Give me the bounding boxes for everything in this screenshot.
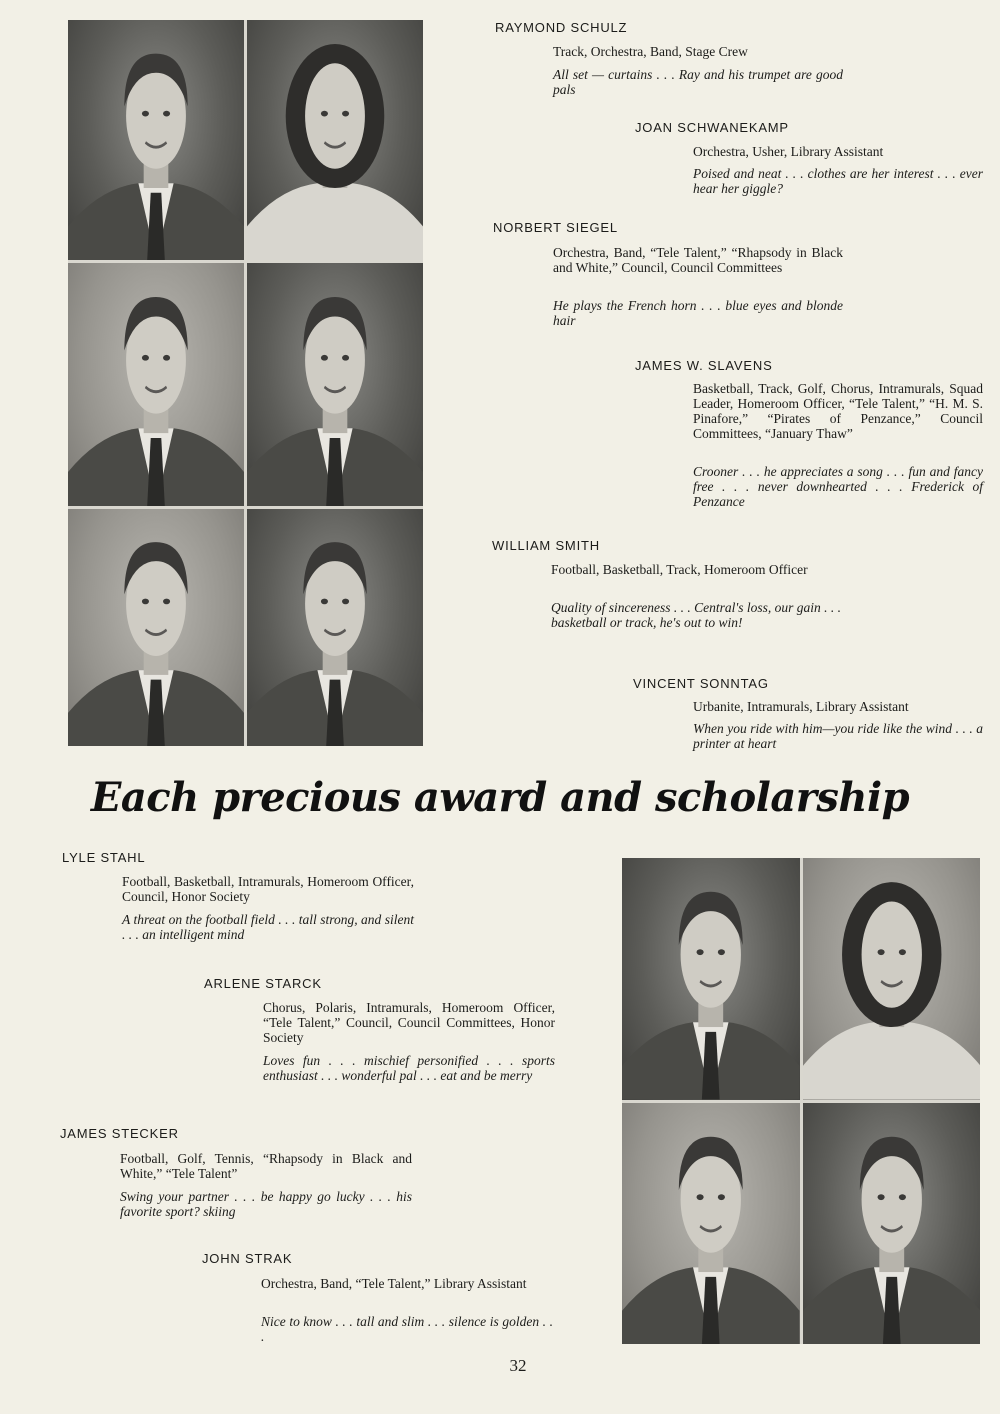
portrait-figure (622, 858, 800, 1100)
student-quote: Loves fun . . . mischief personified . . . sports enthusiast . . . wonderful pal . . . eat and be merry (263, 1053, 555, 1083)
student-activities: Football, Basketball, Track, Homeroom Officer (551, 562, 808, 577)
student-quote: A threat on the football field . . . tall strong, and silent . . . an intelligent mind (122, 912, 414, 942)
portrait-figure (247, 263, 423, 506)
portrait-eye (142, 355, 149, 361)
portrait-eye (163, 111, 170, 117)
portrait-shoulders (803, 1022, 981, 1099)
portrait-figure (622, 1103, 800, 1345)
portrait-eye (321, 111, 328, 117)
portrait-eye (342, 599, 349, 605)
portrait-photo (247, 263, 423, 506)
portrait-photo (247, 509, 423, 746)
portrait-eye (342, 355, 349, 361)
portrait-figure (68, 263, 244, 506)
page-number: 32 (509, 1356, 527, 1375)
portrait-photo (68, 263, 244, 506)
student-name: JOHN STRAK (202, 1251, 293, 1266)
portrait-figure (247, 509, 423, 746)
portrait-eye (718, 1194, 725, 1200)
portrait-eye (877, 949, 884, 955)
portrait-figure (68, 509, 244, 746)
student-activities: Orchestra, Usher, Library Assistant (693, 144, 884, 159)
portrait-eye (163, 599, 170, 605)
portrait-face (305, 63, 365, 169)
portrait-figure (247, 20, 423, 260)
student-name: JOAN SCHWANEKAMP (635, 120, 789, 135)
student-quote: When you ride with him—you ride like the wind . . . a printer at heart (693, 721, 983, 751)
portrait-shoulders (247, 183, 423, 260)
student-name: WILLIAM SMITH (492, 538, 600, 553)
portrait-eye (718, 949, 725, 955)
student-activities: Urbanite, Intramurals, Library Assistant (693, 699, 909, 714)
portrait-photo (68, 20, 244, 260)
portrait-figure (68, 20, 244, 260)
student-activities: Football, Golf, Tennis, “Rhapsody in Black and White,” “Tele Talent” (120, 1151, 412, 1181)
student-quote: Poised and neat . . . clothes are her interest . . . ever hear her giggle? (693, 166, 983, 196)
student-name: JAMES STECKER (60, 1126, 179, 1141)
student-quote: All set — curtains . . . Ray and his trumpet are good pals (553, 67, 843, 97)
portrait-photo (622, 858, 800, 1100)
student-name: JAMES W. SLAVENS (635, 358, 773, 373)
student-name: NORBERT SIEGEL (493, 220, 618, 235)
student-activities: Orchestra, Band, “Tele Talent,” “Rhapsody in Black and White,” Council, Council Committees (553, 245, 843, 275)
student-quote: Swing your partner . . . be happy go lucky . . . his favorite sport? skiing (120, 1189, 412, 1219)
student-name: RAYMOND SCHULZ (495, 20, 628, 35)
portrait-photo (622, 1103, 800, 1345)
portrait-photo (247, 20, 423, 260)
portrait-eye (163, 355, 170, 361)
section-headline: Each precious award and scholarship (90, 774, 910, 821)
portrait-eye (898, 1194, 905, 1200)
portrait-photo (803, 1103, 981, 1345)
student-activities: Orchestra, Band, “Tele Talent,” Library Assistant (261, 1276, 527, 1291)
portrait-face (861, 901, 921, 1007)
student-quote: Crooner . . . he appreciates a song . . . fun and fancy free . . . never downhearted . . . Frederick of Penzance (693, 464, 983, 509)
portrait-figure (803, 1103, 981, 1345)
student-quote: He plays the French horn . . . blue eyes and blonde hair (553, 298, 843, 328)
student-name: LYLE STAHL (62, 850, 146, 865)
student-activities: Chorus, Polaris, Intramurals, Homeroom Officer, “Tele Talent,” Council, Council Committees, Honor Society (263, 1000, 555, 1045)
student-activities: Football, Basketball, Intramurals, Homeroom Officer, Council, Honor Society (122, 874, 414, 904)
student-activities: Track, Orchestra, Band, Stage Crew (553, 44, 748, 59)
student-quote: Nice to know . . . tall and slim . . . silence is golden . . . (261, 1314, 553, 1344)
portrait-photo (68, 509, 244, 746)
portrait-eye (898, 949, 905, 955)
portrait-eye (697, 1194, 704, 1200)
student-quote: Quality of sincereness . . . Central's loss, our gain . . . basketball or track, he's out to win! (551, 600, 842, 630)
portrait-photo (803, 858, 981, 1100)
student-name: VINCENT SONNTAG (633, 676, 769, 691)
portrait-eye (321, 355, 328, 361)
student-name: ARLENE STARCK (204, 976, 322, 991)
portrait-eye (342, 111, 349, 117)
student-activities: Basketball, Track, Golf, Chorus, Intramurals, Squad Leader, Homeroom Officer, “Tele Talent,” “H. M. S. Pinafore,” “Pirates of Penzance,” Council Committees, “January Thaw” (693, 381, 983, 441)
portrait-eye (697, 949, 704, 955)
portrait-figure (803, 858, 981, 1100)
portrait-eye (321, 599, 328, 605)
portrait-eye (877, 1194, 884, 1200)
portrait-eye (142, 599, 149, 605)
portrait-eye (142, 111, 149, 117)
top-photo-grid (68, 20, 423, 746)
bottom-photo-grid (622, 858, 980, 1344)
